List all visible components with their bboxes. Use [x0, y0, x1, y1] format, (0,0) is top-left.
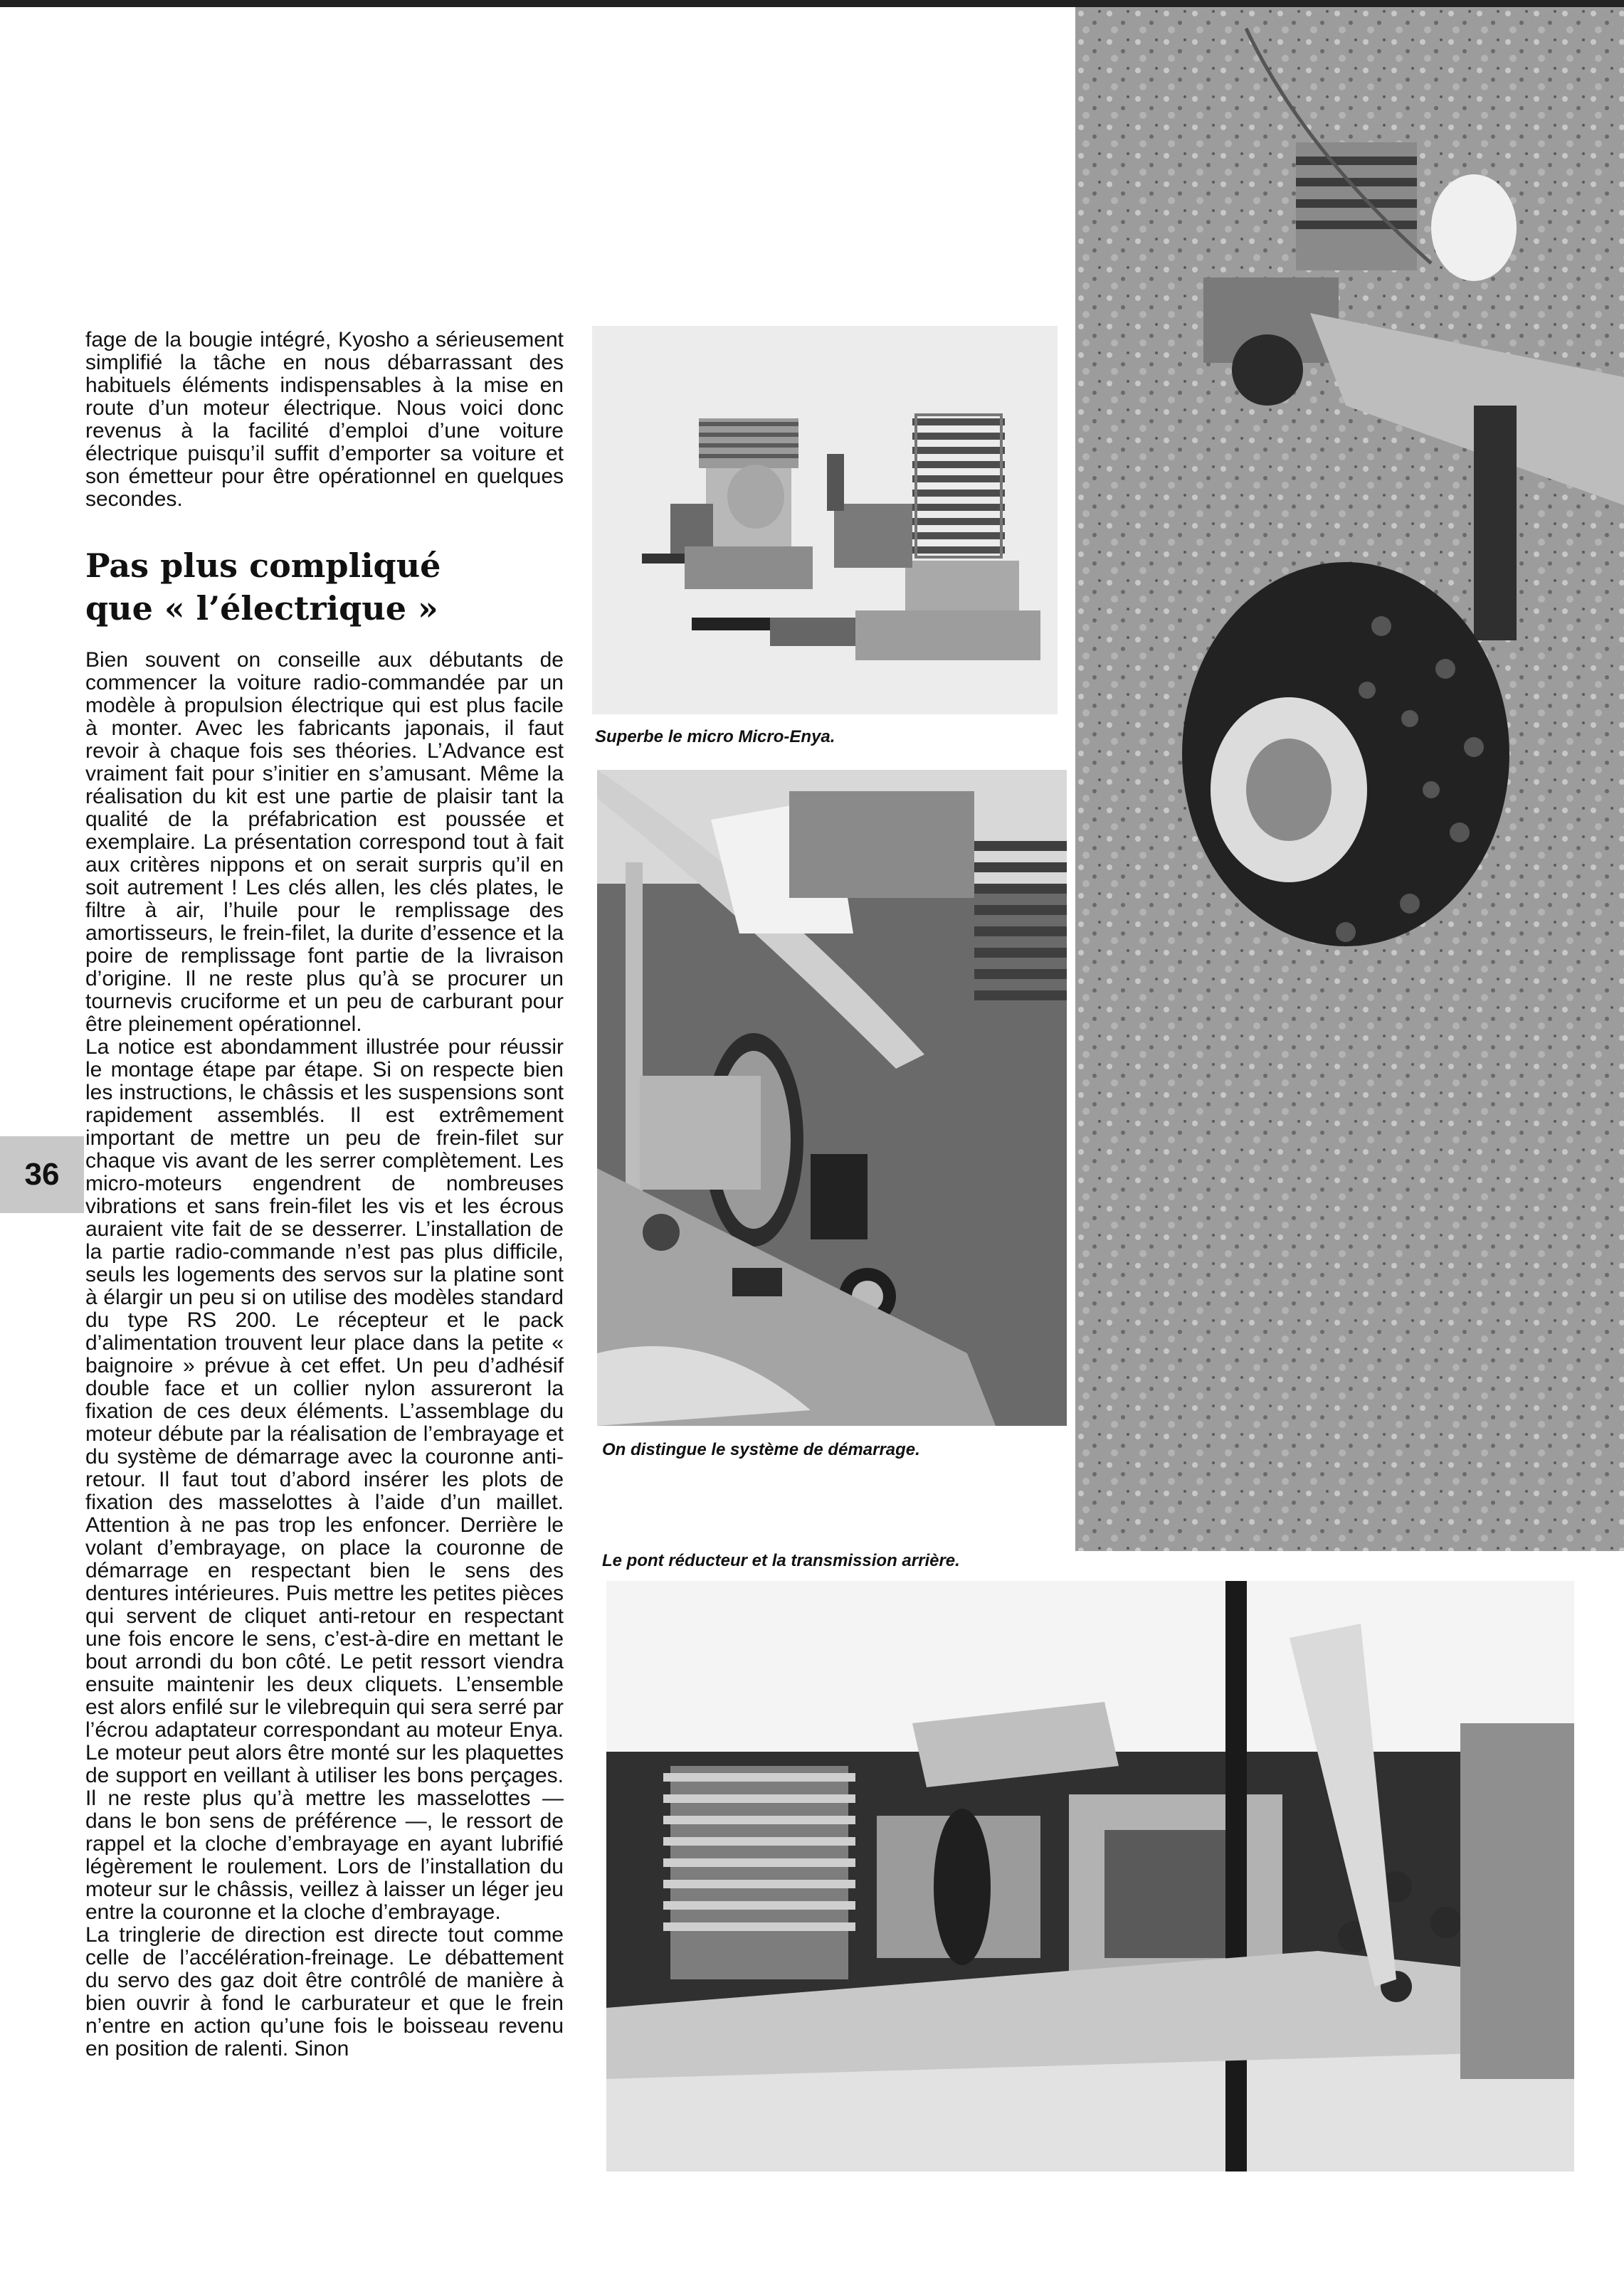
wheel-illustration — [1075, 7, 1624, 1551]
starter-caption: On distingue le système de démarrage. — [602, 1440, 920, 1459]
transmission-caption: Le pont réducteur et la transmission arrière. — [602, 1551, 960, 1570]
top-rule — [0, 0, 1624, 7]
engines-illustration — [592, 326, 1058, 714]
intro-text: fage de la bougie intégré, Kyosho a sérieusement simplifié la tâche en nous débarrassant des habituels éléments indispensables à la mise en route d’un moteur électrique. Nous voici donc revenus à la facilité d’emploi d’une voiture électrique puisqu’il suffit d’emporter sa voiture et son émetteur pour être opérationnel en quelques secondes. — [85, 328, 564, 511]
body-paragraph: La notice est abondamment illustrée pour réussir le montage étape par étape. Si on respecte bien les instructions, le châssis et les suspensions sont rapidement assemblés. Il est extrêmement important de mettre un peu de frein-filet sur chaque vis avant de les serrer complètement. Les micro-moteurs engendrent de nombreuses vibrations et sans frein-filet les vis et les écrous auraient vite fait de se desserrer. L’installation de la partie radio-commande n’est pas plus difficile, seuls les logements des servos sur la platine sont à élargir un peu si on utilise des modèles standard du type RS 200. Le récepteur et le pack d’alimentation trouvent leur place dans la petite « baignoire » prévue à cet effet. Un peu d’adhésif double face et un collier nylon assureront la fixation de ces deux éléments. L’assemblage du moteur débute par la réalisation de l’embrayage et du système de démarrage avec la couronne anti-retour. Il faut tout d’abord insérer les plots de fixation des masselottes à l’aide d’un maillet. Attention à ne pas trop les enfoncer. Derrière le volant d’embrayage, on place la couronne de démarrage en respectant bien le sens des dentures intérieures. Puis mettre les petites pièces qui servent de cliquet anti-retour en respectant une fois encore le sens, c’est-à-dire en mettant le bout arrondi du bon côté. Le petit ressort viendra ensuite maintenir les deux cliquets. L’ensemble est alors enfilé sur le vilebrequin qui sera serré par l’écrou adaptateur correspondant au moteur Enya. Le moteur peut alors être monté sur les plaquettes de support en veillant à utiliser les bons perçages. Il ne reste plus qu’à mettre les masselottes — dans le bon sens de préférence —, le ressort de rappel et la cloche d’embrayage en ayant lubrifié légèrement le roulement. Lors de l’installation du moteur sur le châssis, veillez à laisser un léger jeu entre la couronne et la cloche d’embrayage. — [85, 1035, 564, 1924]
starter-illustration — [597, 770, 1067, 1426]
transmission-illustration — [606, 1581, 1574, 2171]
page-number: 36 — [24, 1157, 60, 1192]
section-heading — [85, 544, 569, 630]
heading-line-2: que « l’électrique » — [85, 589, 438, 628]
page-number-tab — [0, 1136, 84, 1213]
engines-photo — [592, 326, 1058, 714]
starter-photo — [597, 770, 1067, 1426]
intro-paragraph — [85, 329, 564, 511]
engines-caption: Superbe le micro Micro-Enya. — [595, 727, 835, 746]
heading-line-1: Pas plus compliqué — [85, 546, 441, 585]
body-paragraph: Bien souvent on conseille aux débutants de commencer la voiture radio-commandée par un modèle à propulsion électrique qui est plus facile à monter. Avec les fabricants japonais, il faut revoir à chaque fois ses théories. L’Advance est vraiment fait pour s’initier en s’amusant. Même la réalisation du kit est une partie de plaisir tant la qualité de la préfabrication est poussée et exemplaire. La présentation correspond tout à fait aux critères nippons et on serait surpris qu’il en soit autrement ! Les clés allen, les clés plates, le filtre à air, l’huile pour le remplissage des amortisseurs, le frein-filet, la durite d’essence et la poire de remplissage font partie de la livraison d’origine. Il ne reste plus qu’à se procurer un tournevis cruciforme et un peu de carburant pour être pleinement opérationnel. — [85, 648, 564, 1036]
body-paragraph: La tringlerie de direction est directe tout comme celle de l’accélération-freinage. Le débattement du servo des gaz doit être contrôlé de manière à bien ouvrir à fond le carburateur et que le frein n’entre en action qu’une fois le boisseau revenu en position de ralenti. Sinon — [85, 1923, 564, 2060]
article-body — [85, 649, 564, 2060]
transmission-photo — [606, 1581, 1574, 2171]
wheel-photo — [1075, 7, 1624, 1551]
